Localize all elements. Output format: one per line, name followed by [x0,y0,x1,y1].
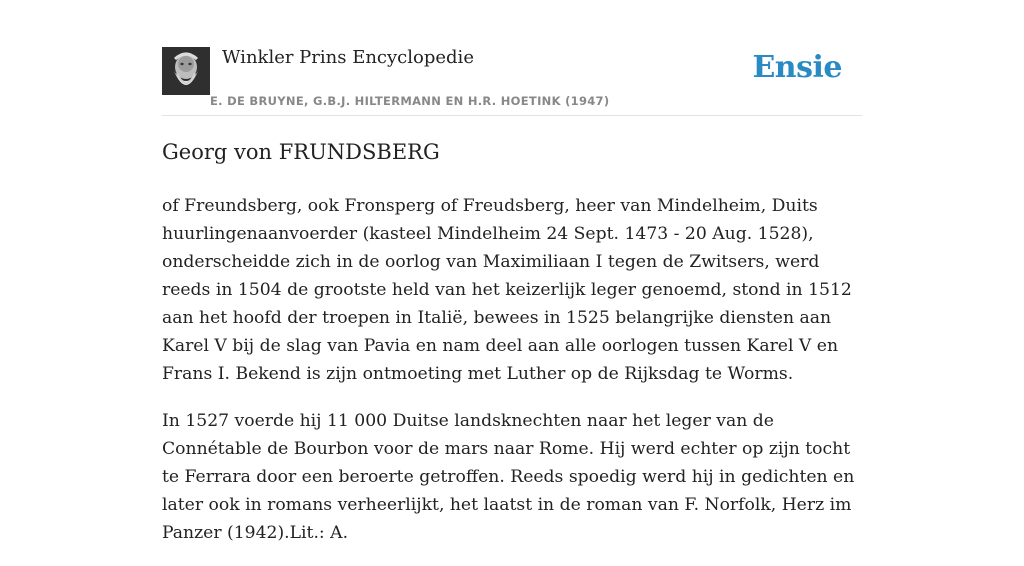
site-title[interactable]: Winkler Prins Encyclopedie [222,47,474,68]
page-title: Georg von FRUNDSBERG [162,140,440,164]
bearded-man-portrait-icon[interactable] [162,47,210,95]
article-paragraph-1: of Freundsberg, ook Fronsperg of Freudsberg, heer van Mindelheim, Duits huurlingenaanvoerder (kasteel Mindelheim 24 Sept. 1473 - 20 Aug. 1528), onderscheidde zich in de oorlog van Maximiliaan I tegen de Zwitsers, werd reeds in 1504 de grootste held van het keizerlijk leger genoemd, stond in 1512 aan het hoofd der troepen in Italië, bewees in 1525 belangrijke diensten aan Karel V bij de slag van Pavia en nam deel aan alle oorlogen tussen Karel V en Frans I. Bekend is zijn ontmoeting met Luther op de Rijksdag te Worms. [162,196,852,384]
article-body [162,192,862,566]
ensie-logo[interactable]: Ensie [752,50,842,85]
article-paragraph-2: In 1527 voerde hij 11 000 Duitse landsknechten naar het leger van de Connétable de Bourbon voor de mars naar Rome. Hij werd echter op zijn tocht te Ferrara door een beroerte getroffen. Reeds spoedig werd hij in gedichten en later ook in romans verheerlijkt, het laatst in de roman van F. Norfolk, Herz im Panzer (1942).Lit.: A. [162,411,855,543]
authors-line: E. DE BRUYNE, G.B.J. HILTERMANN EN H.R. HOETINK (1947) [210,94,610,108]
site-header [162,44,862,116]
